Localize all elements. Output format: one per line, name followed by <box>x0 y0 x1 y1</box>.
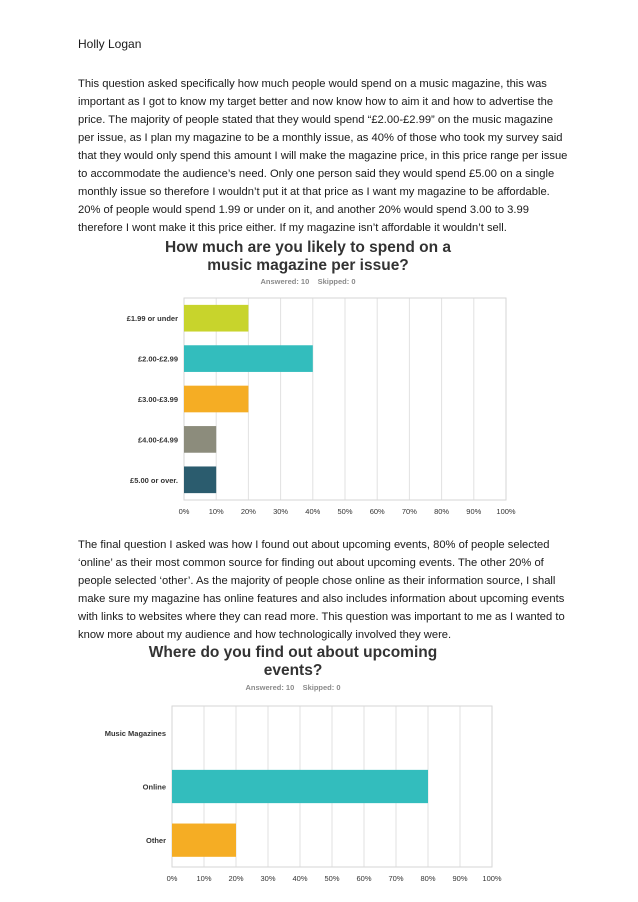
bar--2-00-2-99 <box>184 345 313 372</box>
chart-title-line: Where do you find out about upcoming <box>148 644 438 661</box>
category-label: Music Magazines <box>104 728 166 738</box>
x-tick-label: 50% <box>337 507 353 516</box>
bar--4-00-4-99 <box>184 426 216 453</box>
bar--3-00-3-99 <box>184 386 248 413</box>
category-label: £3.00-£3.99 <box>137 395 178 404</box>
x-tick-label: 40% <box>292 874 308 883</box>
x-tick-label: 0% <box>178 507 190 516</box>
x-tick-label: 70% <box>401 507 417 516</box>
x-tick-label: 10% <box>196 874 212 883</box>
x-tick-label: 100% <box>496 507 516 516</box>
x-tick-label: 20% <box>228 874 244 883</box>
bar-online <box>172 770 428 803</box>
category-label: £4.00-£4.99 <box>137 435 178 445</box>
x-tick-label: 90% <box>466 507 482 516</box>
category-label: Other <box>145 836 166 846</box>
x-tick-label: 10% <box>208 507 224 516</box>
chart-title-line: music magazine per issue? <box>207 257 409 274</box>
chart-subtitle: Answered: 10 Skipped: 0 <box>245 683 341 692</box>
x-tick-label: 80% <box>434 507 450 516</box>
category-label: Online <box>142 782 166 792</box>
paragraph-spending: This question asked specifically how much people would spend on a music magazine, this was important as I got to know my target better and now know how to aim it and how to advertise the price. The majority of people stated that they would spend “£2.00-£2.99” on the music magazine per issue, as I plan my magazine to be a monthly issue, as 40% of those who took my survey said that they would only spend this amount I will make the magazine price, in this price range per issue to accommodate the audience’s need. Only one person said they would spend £5.00 on a single monthly issue so therefore I wouldn’t put it at that price as I want my magazine to be affordable. 20% of people would spend 1.99 or under on it, and another 20% would spend 3.00 to 3.99 therefore I wont make it this price either. If my magazine isn’t affordable it wouldn’t sell. <box>78 78 568 234</box>
category-label: £1.99 or under <box>126 314 178 324</box>
x-tick-label: 90% <box>452 874 468 883</box>
category-label: £2.00-£2.99 <box>137 354 178 364</box>
x-tick-label: 60% <box>356 874 372 883</box>
x-tick-label: 50% <box>324 874 340 883</box>
chart-title-line: How much are you likely to spend on a <box>165 239 451 256</box>
chart-events <box>96 640 536 890</box>
x-tick-label: 100% <box>482 874 502 883</box>
bar-other <box>172 824 236 857</box>
x-tick-label: 80% <box>420 874 436 883</box>
author-name: Holly Logan <box>78 37 142 51</box>
x-tick-label: 30% <box>273 507 289 516</box>
x-tick-label: 0% <box>166 874 178 883</box>
bar--5-00-or-over- <box>184 466 216 493</box>
x-tick-label: 40% <box>305 507 321 516</box>
paragraph-events: The final question I asked was how I found out about upcoming events, 80% of people selected ‘online’ as their most common source for finding out about upcoming events. The other 20% of people selected ‘other’. As the majority of people chose online as their information source, I shall make sure my magazine has online features and also includes information about upcoming events with links to websites where they can read more. This question was important to me as I wanted to know more about my audience and how technologically involved they were. <box>78 539 565 641</box>
bar--1-99-or-under <box>184 305 248 332</box>
chart-title-line: events? <box>263 662 323 679</box>
chart-subtitle: Answered: 10 Skipped: 0 <box>260 277 356 286</box>
category-label: £5.00 or over. <box>130 475 178 485</box>
x-tick-label: 20% <box>240 507 256 516</box>
x-tick-label: 30% <box>260 874 276 883</box>
chart-spending <box>96 232 536 522</box>
x-tick-label: 70% <box>388 874 404 883</box>
x-tick-label: 60% <box>369 507 385 516</box>
